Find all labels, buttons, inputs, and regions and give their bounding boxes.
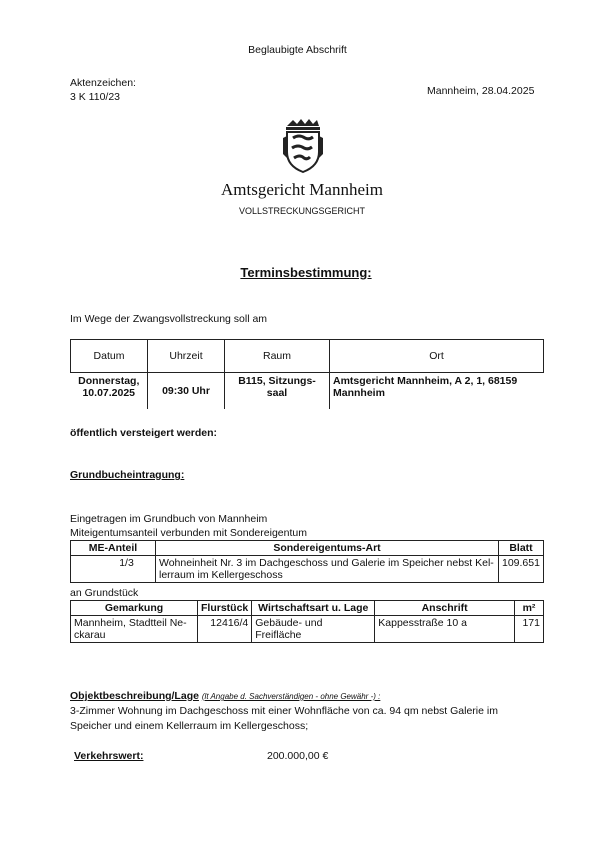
grundbuch-line-2: Miteigentumsanteil verbunden mit Sondereigentum xyxy=(70,527,307,539)
cell-wirtschaftsart: Gebäude- und Freifläche xyxy=(252,616,375,643)
file-reference-label: Aktenzeichen: xyxy=(70,77,136,89)
place-date: Mannheim, 28.04.2025 xyxy=(427,85,535,97)
appointment-row xyxy=(71,373,544,410)
ownership-share-table xyxy=(70,540,544,583)
market-value: 200.000,00 € xyxy=(267,750,329,762)
header-blatt: Blatt xyxy=(499,541,544,556)
court-division: VOLLSTRECKUNGSGERICHT xyxy=(238,206,366,216)
header-anschrift: Anschrift xyxy=(375,601,515,616)
page-title: Terminsbestimmung: xyxy=(240,265,372,280)
header-raum: Raum xyxy=(225,340,330,373)
cell-anschrift: Kappesstraße 10 a xyxy=(375,616,515,643)
grundbuch-line-1: Eingetragen im Grundbuch von Mannheim xyxy=(70,513,268,525)
an-grundstueck-label: an Grundstück xyxy=(70,587,139,599)
parcel-table xyxy=(70,600,544,643)
header-sondereigentum: Sondereigentums-Art xyxy=(156,541,499,556)
header-wirtschaftsart: Wirtschaftsart u. Lage xyxy=(252,601,375,616)
header-gemarkung: Gemarkung xyxy=(71,601,198,616)
auction-text: öffentlich versteigert werden: xyxy=(70,427,218,439)
cell-datum: Donnerstag, 10.07.2025 xyxy=(78,375,140,399)
parcel-row xyxy=(71,616,544,643)
market-value-label: Verkehrswert: xyxy=(74,750,144,762)
appointment-table xyxy=(70,339,544,409)
cell-flurstueck: 12416/4 xyxy=(198,616,252,643)
appointment-table-header xyxy=(71,340,544,373)
cell-blatt: 109.651 xyxy=(499,556,544,583)
file-reference: 3 K 110/23 xyxy=(70,91,121,103)
header-datum: Datum xyxy=(71,340,148,373)
header-uhrzeit: Uhrzeit xyxy=(148,340,225,373)
object-description-note: (lt Angabe d. Sachverständigen - ohne Gewähr -) : xyxy=(201,692,381,701)
certified-copy-label: Beglaubigte Abschrift xyxy=(248,44,347,56)
grundbuch-heading: Grundbucheintragung: xyxy=(70,469,185,481)
object-description-line-1: 3-Zimmer Wohnung im Dachgeschoss mit einer Wohnfläche von ca. 94 qm nebst Galerie im xyxy=(70,705,498,717)
coat-of-arms-icon xyxy=(283,118,323,174)
object-description-heading-line xyxy=(70,690,380,702)
ownership-row xyxy=(71,556,544,583)
cell-anteil: 1/3 xyxy=(71,556,156,583)
cell-raum: B115, Sitzungs- saal xyxy=(225,373,330,410)
cell-ort: Amtsgericht Mannheim, A 2, 1, 68159 Mannheim xyxy=(330,373,544,410)
court-name: Amtsgericht Mannheim xyxy=(221,180,383,199)
header-flurstueck: Flurstück xyxy=(198,601,252,616)
object-description-heading: Objektbeschreibung/Lage xyxy=(70,690,199,702)
intro-text: Im Wege der Zwangsvollstreckung soll am xyxy=(70,313,268,325)
cell-uhrzeit: 09:30 Uhr xyxy=(148,373,225,410)
header-m2: m² xyxy=(515,601,544,616)
object-description-line-2: Speicher und einem Kellerraum im Kellergeschoss; xyxy=(70,720,309,732)
cell-m2: 171 xyxy=(515,616,544,643)
parcel-table-header xyxy=(71,601,544,616)
cell-sondereigentum: Wohneinheit Nr. 3 im Dachgeschoss und Galerie im Speicher nebst Kel- lerraum im Kellergeschoss xyxy=(156,556,499,583)
cell-gemarkung: Mannheim, Stadtteil Ne- ckarau xyxy=(71,616,198,643)
header-ort: Ort xyxy=(330,340,544,373)
header-me-anteil: ME-Anteil xyxy=(71,541,156,556)
ownership-table-header xyxy=(71,541,544,556)
